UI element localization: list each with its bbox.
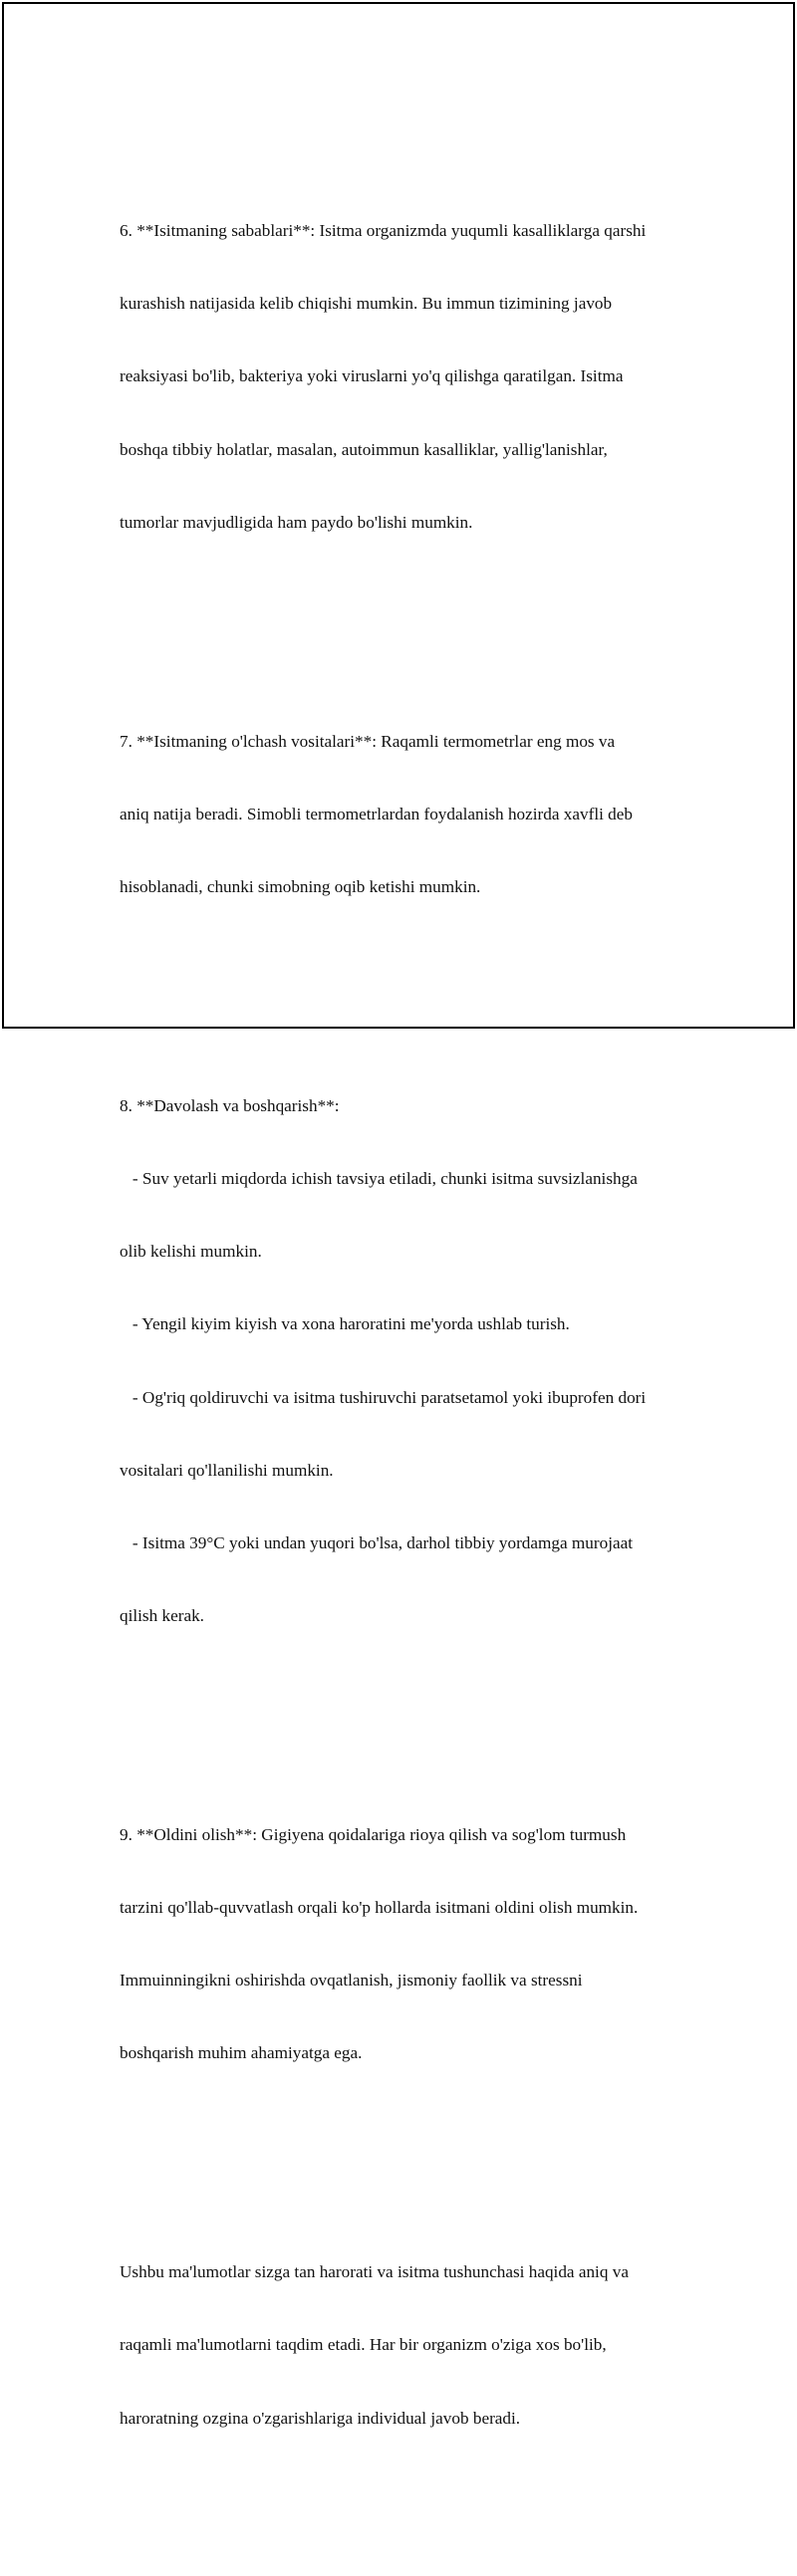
text-line: Ushbu ma'lumotlar sizga tan harorati va isitma tushunchasi haqida aniq va <box>120 2262 629 2282</box>
text-line: 8. **Davolash va boshqarish**: <box>120 1095 340 1115</box>
text-line: aniq natija beradi. Simobli termometrlardan foydalanish hozirda xavfli deb <box>120 804 633 823</box>
text-line: boshqarish muhim ahamiyatga ega. <box>120 2043 363 2063</box>
text-line: - Isitma 39°C yoki undan yuqori bo'lsa, darhol tibbiy yordamga murojaat <box>120 1532 634 1552</box>
text-line: boshqa tibbiy holatlar, masalan, autoimmun kasalliklar, yallig'lanishlar, <box>120 439 608 459</box>
text-line: vositalari qo'llanilishi mumkin. <box>120 1460 334 1480</box>
text-line: - Yengil kiyim kiyish va xona haroratini me'yorda ushlab turish. <box>120 1314 570 1334</box>
paragraph-prevention <box>120 1774 697 2115</box>
paragraph-treatment <box>120 1046 697 1678</box>
document-page <box>2 2 795 2428</box>
text-line: haroratning ozgina o'zgarishlariga individual javob beradi. <box>120 2408 521 2428</box>
text-line: 6. **Isitmaning sabablari**: Isitma organizmda yuqumli kasalliklarga qarshi <box>120 221 647 241</box>
text-line: 7. **Isitmaning o'lchash vositalari**: Raqamli termometrlar eng mos va <box>120 731 616 751</box>
text-line: hisoblanadi, chunki simobning oqib ketishi mumkin. <box>120 876 481 896</box>
paragraph-conclusion <box>120 2212 697 2478</box>
text-line: olib kelishi mumkin. <box>120 1242 262 1262</box>
paragraph-measurement-tools <box>120 681 697 948</box>
text-line: - Og'riq qoldiruvchi va isitma tushiruvchi paratsetamol yoki ibuprofen dori <box>120 1387 647 1407</box>
text-line: qilish kerak. <box>120 1606 204 1626</box>
text-line: raqamli ma'lumotlarni taqdim etadi. Har bir organizm o'ziga xos bo'lib, <box>120 2335 607 2355</box>
text-line: kurashish natijasida kelib chiqishi mumkin. Bu immun tizimining javob <box>120 294 613 314</box>
text-line: tarzini qo'llab-quvvatlash orqali ko'p hollarda isitmani oldini olish mumkin. <box>120 1898 639 1918</box>
text-line: reaksiyasi bo'lib, bakteriya yoki viruslarni yo'q qilishga qaratilgan. Isitma <box>120 366 624 386</box>
text-line: - Suv yetarli miqdorda ichish tavsiya etiladi, chunki isitma suvsizlanishga <box>120 1168 638 1188</box>
text-line: Immuinningikni oshirishda ovqatlanish, jismoniy faollik va stressni <box>120 1971 583 1991</box>
text-line: tumorlar mavjudligida ham paydo bo'lishi mumkin. <box>120 512 473 532</box>
paragraph-causes <box>120 170 697 584</box>
text-line: 9. **Oldini olish**: Gigiyena qoidalariga rioya qilish va sog'lom turmush <box>120 1824 627 1844</box>
document-body <box>120 98 697 2576</box>
